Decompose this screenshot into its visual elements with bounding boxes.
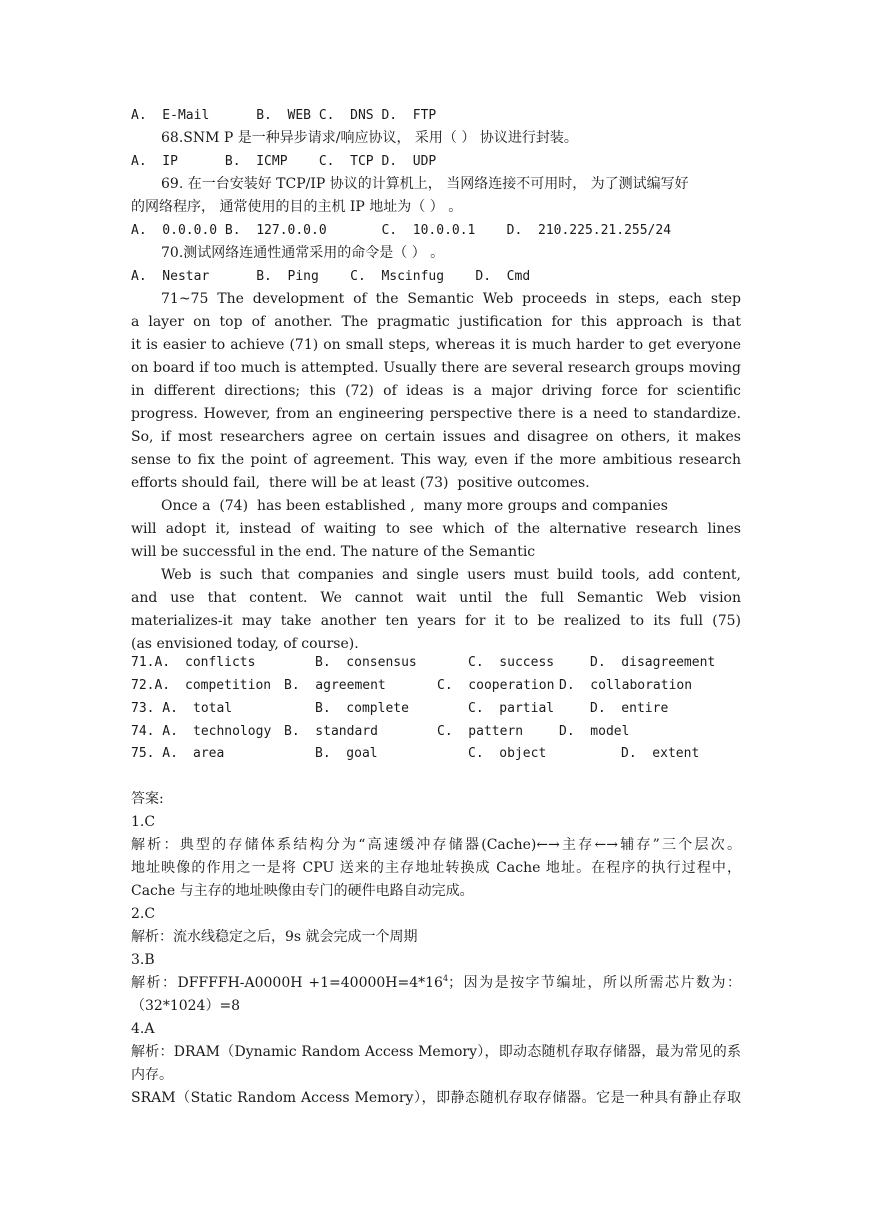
- q69-stem-line-1: 69. 在一台安装好 TCP/IP 协议的计算机上， 当网络连接不可用时， 为了测试编写好: [161, 176, 689, 192]
- answer-explanation-line: 解析：流水线稳定之后，9s 就会完成一个周期: [131, 929, 418, 945]
- choice-d: D. extent: [621, 746, 700, 761]
- passage-line: on board if too much is attempted. Usually there are several research groups moving: [131, 360, 741, 376]
- answer-explanation-line: 地址映像的作用之一是将 CPU 送来的主存地址转换成 Cache 地址。在程序的执行过程中，: [131, 860, 741, 876]
- answer-explanation-line: SRAM（Static Random Access Memory），即静态随机存取存储器。它是一种具有静止存取: [131, 1090, 741, 1106]
- q68-stem: 68.SNM P 是一种异步请求/响应协议， 采用（ ） 协议进行封装。: [161, 130, 578, 146]
- passage3-line: Web is such that companies and single users must build tools, add content,: [161, 567, 741, 583]
- passage-line: it is easier to achieve (71) on small steps, whereas it is much harder to get everyone: [131, 337, 741, 353]
- choice-number: 72.A.: [131, 678, 171, 693]
- choice-number: 73. A.: [131, 701, 178, 716]
- choice-b: B. standard: [284, 724, 378, 739]
- answer-explanation-line: （32*1024）=8: [131, 998, 241, 1014]
- q68-options: A. IP B. ICMP C. TCP D. UDP: [131, 154, 437, 169]
- exponent: 4: [442, 974, 449, 983]
- formula-text: ；因为是按字节编址，所以所需芯片数为：: [448, 975, 741, 991]
- choice-b: B. goal: [315, 746, 378, 761]
- choice-d: D. model: [559, 724, 630, 739]
- q70-options: A. Nestar B. Ping C. Mscinfug D. Cmd: [131, 269, 531, 284]
- choice-c: C. object: [468, 746, 547, 761]
- choice-a: technology: [193, 724, 272, 739]
- choice-c: C. cooperation: [437, 678, 555, 693]
- passage-line: sense to fix the point of agreement. This way, even if the more ambitious research: [131, 452, 741, 468]
- choice-number: 71.A.: [131, 655, 171, 670]
- passage2-line-3: will be successful in the end. The nature of the Semantic: [131, 544, 536, 560]
- choice-d: D. entire: [590, 701, 669, 716]
- choice-a: total: [193, 701, 233, 716]
- choice-c: C. pattern: [437, 724, 524, 739]
- passage-line: progress. However, from an engineering perspective there is a need to standardize.: [131, 406, 741, 422]
- choice-d: D. disagreement: [590, 655, 716, 670]
- q67-options: A. E-Mail B. WEB C. DNS D. FTP: [131, 108, 437, 123]
- answer-explanation-line: 解析：DRAM（Dynamic Random Access Memory），即动态随机存取存储器，最为常见的系: [131, 1044, 741, 1060]
- answer-explanation-line: Cache 与主存的地址映像由专门的硬件电路自动完成。: [131, 883, 474, 899]
- passage3-last-line: (as envisioned today, of course).: [131, 636, 359, 652]
- answer-number: 1.C: [131, 814, 156, 830]
- answer-explanation-line: [131, 972, 741, 995]
- q69-options: A. 0.0.0.0 B. 127.0.0.0 C. 10.0.0.1 D. 210.225.21.255/24: [131, 223, 672, 238]
- choice-b: B. complete: [315, 701, 409, 716]
- passage-line: So, if most researchers agree on certain issues and disagree on others, it makes: [131, 429, 741, 445]
- q69-stem-line-2: 的网络程序， 通常使用的目的主机 IP 地址为（ ） 。: [131, 199, 463, 215]
- choice-number: 74. A.: [131, 724, 178, 739]
- passage3-line: materializes-it may take another ten years for it to be realized to its full (75): [131, 613, 741, 629]
- passage2-line-1: Once a (74) has been established , many more groups and companies: [161, 498, 668, 514]
- answer-number: 4.A: [131, 1021, 155, 1037]
- passage-line: efforts should fail, there will be at least (73) positive outcomes.: [131, 475, 590, 491]
- q70-stem: 70.测试网络连通性通常采用的命令是（ ） 。: [161, 245, 445, 261]
- choice-number: 75. A.: [131, 746, 178, 761]
- answer-number: 2.C: [131, 906, 156, 922]
- passage3-line: and use that content. We cannot wait until the full Semantic Web vision: [131, 590, 741, 606]
- passage2-line-2: will adopt it, instead of waiting to see which of the alternative research lines: [131, 521, 741, 537]
- passage-line: a layer on top of another. The pragmatic justification for this approach is that: [131, 314, 741, 330]
- choice-b: B. agreement: [284, 678, 386, 693]
- answer-explanation-line: 内存。: [131, 1067, 173, 1083]
- passage-line: in different directions; this (72) of ideas is a major driving force for scientific: [131, 383, 741, 399]
- choice-d: D. collaboration: [559, 678, 693, 693]
- answer-number: 3.B: [131, 952, 155, 968]
- choice-a: competition: [185, 678, 272, 693]
- answer-explanation-line: 解析：典型的存储体系结构分为“高速缓冲存储器(Cache)←→主存←→辅存”三个层次。: [131, 837, 741, 853]
- choice-a: conflicts: [185, 655, 256, 670]
- choice-b: B. consensus: [315, 655, 417, 670]
- choice-c: C. success: [468, 655, 555, 670]
- answers-title: 答案:: [131, 791, 164, 807]
- passage-line: 71~75 The development of the Semantic Web proceeds in steps, each step: [161, 291, 741, 307]
- choice-a: area: [193, 746, 225, 761]
- choice-c: C. partial: [468, 701, 555, 716]
- formula-text: 解析：DFFFFH-A0000H +1=40000H=4*16: [131, 975, 443, 991]
